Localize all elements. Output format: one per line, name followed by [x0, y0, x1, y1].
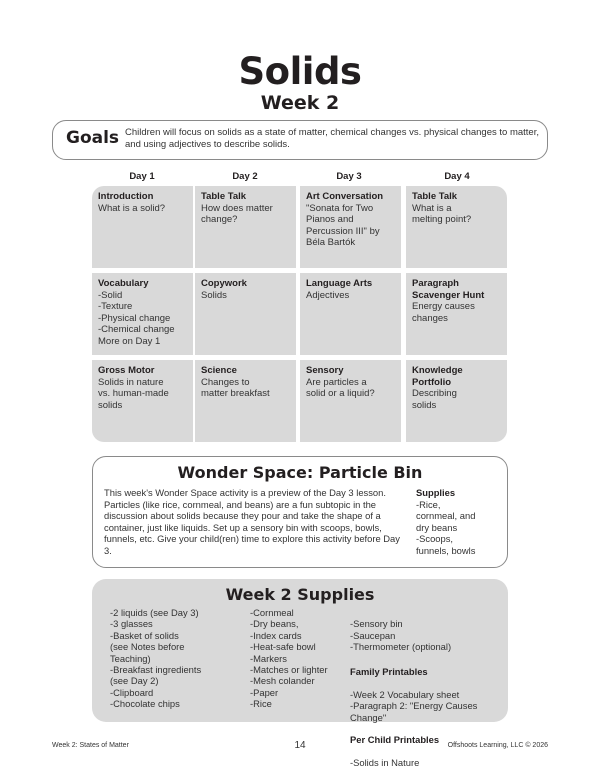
- cell-title: Gross Motor: [98, 365, 155, 376]
- day-header-1: Day 1: [129, 171, 155, 182]
- schedule-cell: [92, 186, 193, 268]
- goals-box: [52, 120, 548, 160]
- week-supplies-title: Week 2 Supplies: [225, 585, 375, 604]
- cell-title: Copywork: [201, 278, 247, 289]
- family-printables-label: Family Printables: [350, 666, 428, 678]
- schedule-cell: [300, 273, 401, 355]
- child-printables-label: Per Child Printables: [350, 734, 440, 746]
- cell-title: Vocabulary: [98, 278, 149, 289]
- day-header-4: Day 4: [444, 171, 470, 182]
- day-header-3: Day 3: [336, 171, 362, 182]
- wonder-supplies: [416, 487, 506, 557]
- family-printables-list: -Week 2 Vocabulary sheet -Paragraph 2: "Energy Causes Change": [350, 688, 478, 723]
- cell-title: Paragraph Scavenger Hunt: [412, 278, 485, 301]
- schedule-cell: [300, 186, 401, 268]
- supplies-column-3: [350, 607, 506, 777]
- schedule-cell: [92, 360, 193, 442]
- footer-copyright: Offshoots Learning, LLC © 2026: [447, 742, 548, 749]
- supplies-column-2: -Cornmeal -Dry beans, -Index cards -Heat-safe bowl -Markers -Matches or lighter -Mesh colander -Paper -Rice: [250, 607, 328, 710]
- cell-body: Describing solids: [412, 388, 457, 411]
- cell-body: Energy causes changes: [412, 301, 475, 324]
- page-title: Solids: [238, 50, 362, 93]
- supplies-column-1: -2 liquids (see Day 3) -3 glasses -Basket of solids (see Notes before Teaching) -Breakfast ingredients (see Day 2) -Clipboard -Chocolate chips: [110, 607, 202, 710]
- cell-body: "Sonata for Two Pianos and Percussion III" by Béla Bartók: [306, 202, 380, 249]
- cell-title: Language Arts: [306, 278, 373, 289]
- cell-title: Knowledge Portfolio: [412, 365, 463, 388]
- cell-body: Changes to matter breakfast: [201, 376, 270, 400]
- cell-body: Adjectives: [306, 289, 350, 301]
- cell-title: Sensory: [306, 365, 344, 376]
- page-subtitle: Week 2: [260, 92, 340, 114]
- goals-text: Children will focus on solids as a state of matter, chemical changes vs. physical changes to matter, and using adjectives to describe solids.: [125, 127, 539, 150]
- wonder-supplies-label: Supplies: [416, 487, 456, 498]
- cell-title: Science: [201, 365, 237, 376]
- schedule-cell: [300, 360, 401, 442]
- schedule-cell: [92, 273, 193, 355]
- cell-body: What is a melting point?: [412, 202, 472, 226]
- schedule-cell: [406, 186, 507, 268]
- cell-body: -Solid -Texture -Physical change -Chemical change More on Day 1: [98, 289, 175, 347]
- supplies-column-3-list: -Sensory bin -Saucepan -Thermometer (optional): [350, 618, 452, 653]
- schedule-cell: [195, 186, 296, 268]
- schedule-cell: [195, 360, 296, 442]
- schedule-cell: [406, 273, 507, 355]
- schedule-cell: [195, 273, 296, 355]
- footer-section: Week 2: States of Matter: [52, 742, 129, 749]
- cell-title: Art Conversation: [306, 191, 384, 202]
- wonder-supplies-list: -Rice, cornmeal, and dry beans -Scoops, funnels, bowls: [416, 498, 476, 556]
- cell-title: Table Talk: [412, 191, 458, 202]
- wonder-space-title: Wonder Space: Particle Bin: [177, 463, 423, 482]
- day-header-2: Day 2: [232, 171, 258, 182]
- cell-title: Introduction: [98, 191, 154, 202]
- wonder-space-box: [92, 456, 508, 568]
- cell-body: Solids in nature vs. human-made solids: [98, 376, 169, 411]
- wonder-space-text: This week's Wonder Space activity is a preview of the Day 3 lesson. Particles (like rice, cornmeal, and beans) are a fun subtopic in the discussion about solids because they pour and take the shape of a container, just like liquids. Set up a sensory bin with scoops, bowls, funnels, etc. Give your child(ren) time to explore this activity before Day 3.: [104, 487, 400, 556]
- cell-title: Table Talk: [201, 191, 247, 202]
- cell-body: Solids: [201, 289, 227, 301]
- cell-body: What is a solid?: [98, 202, 166, 214]
- goals-label: Goals: [66, 128, 120, 148]
- schedule-cell: [406, 360, 507, 442]
- page-number: 14: [294, 740, 306, 751]
- cell-body: Are particles a solid or a liquid?: [306, 376, 375, 400]
- cell-body: How does matter change?: [201, 202, 273, 226]
- child-printables-list: -Solids in Nature: [350, 757, 420, 769]
